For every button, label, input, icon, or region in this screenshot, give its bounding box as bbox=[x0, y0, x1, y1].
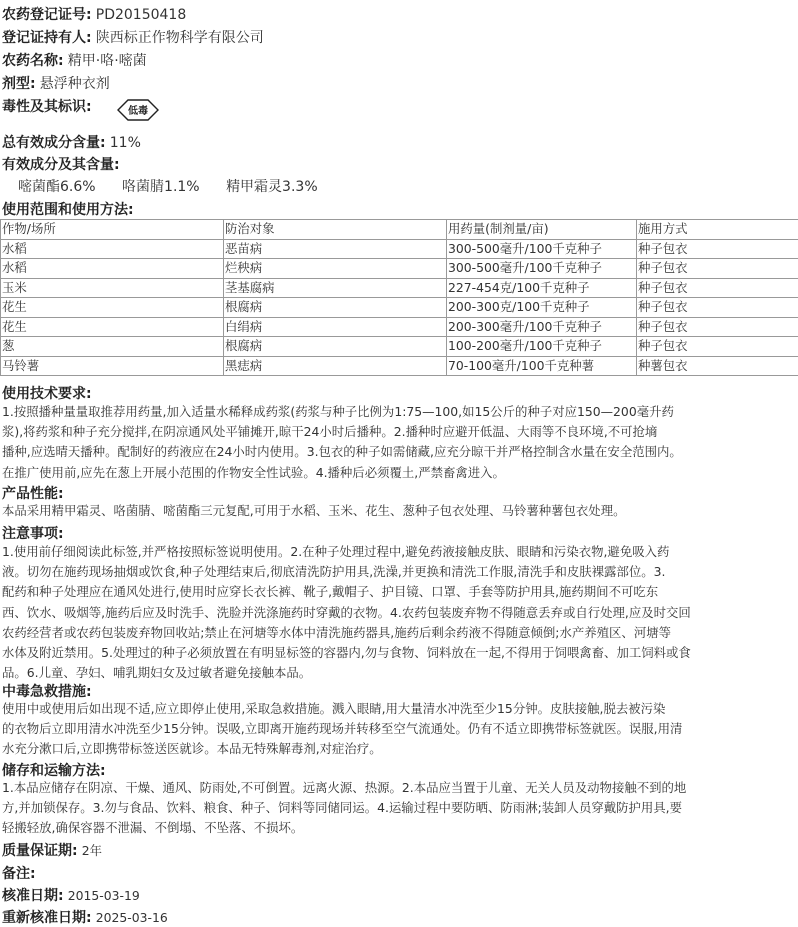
table-header-cell: 用药量(制剂量/亩) bbox=[447, 220, 637, 240]
table-header-cell: 防治对象 bbox=[224, 220, 447, 240]
ingredients-label: 有效成分及其含量: bbox=[2, 154, 120, 174]
table-cell: 种子包衣 bbox=[637, 259, 798, 279]
text-line: 在推广使用前,应先在葱上开展小范围的作物安全性试验。4.播种后必须覆土,严禁畜禽进入。 bbox=[2, 463, 796, 483]
reapproval-date-value: 2025-03-16 bbox=[96, 910, 168, 925]
table-row bbox=[1, 317, 798, 337]
usage-label: 使用范围和使用方法: bbox=[2, 199, 134, 219]
ingredient-item: 嘧菌酯6.6% bbox=[18, 179, 96, 195]
product-performance-label: 产品性能: bbox=[2, 483, 64, 503]
table-cell: 300-500毫升/100千克种子 bbox=[447, 259, 637, 279]
tech-requirements-text bbox=[2, 402, 796, 483]
approval-date-value: 2015-03-19 bbox=[68, 888, 140, 903]
text-line: 液。切勿在施药现场抽烟或饮食,种子处理结束后,彻底清洗防护用具,洗澡,并更换和清洗工作服,清洗手和皮肤裸露部位。3. bbox=[2, 562, 796, 582]
total-content-label: 总有效成分含量: bbox=[2, 135, 106, 151]
table-cell: 200-300克/100千克种子 bbox=[447, 298, 637, 318]
first-aid-text bbox=[2, 699, 796, 760]
table-cell: 300-500毫升/100千克种子 bbox=[447, 239, 637, 259]
text-line: 1.本品应储存在阴凉、干燥、通风、防雨处,不可倒置。远离火源、热源。2.本品应当置于儿童、无关人员及动物接触不到的地 bbox=[2, 778, 796, 798]
table-cell: 根腐病 bbox=[224, 337, 447, 357]
table-row bbox=[1, 356, 798, 376]
table-header-cell: 作物/场所 bbox=[1, 220, 224, 240]
total-content-row bbox=[2, 132, 141, 152]
table-row bbox=[1, 298, 798, 318]
table-cell: 种子包衣 bbox=[637, 317, 798, 337]
table-cell: 葱 bbox=[1, 337, 224, 357]
warranty-label: 质量保证期: bbox=[2, 843, 78, 859]
ingredient-item: 咯菌腈1.1% bbox=[122, 179, 200, 195]
warranty-row bbox=[2, 840, 102, 860]
text-line: 播种,应选晴天播种。配制好的药液应在24小时内使用。3.包衣的种子如需储藏,应充分晾干并严格控制含水量在安全范围内。 bbox=[2, 442, 796, 462]
table-cell: 种子包衣 bbox=[637, 337, 798, 357]
reapproval-date-row bbox=[2, 907, 168, 927]
holder-row bbox=[2, 27, 264, 47]
text-line: 浆),将药浆和种子充分搅拌,在阴凉通风处平铺摊开,晾干24小时后播种。2.播种时应避开低温、大雨等不良环境,不可抢墒 bbox=[2, 422, 796, 442]
toxicity-row bbox=[2, 96, 92, 116]
table-cell: 花生 bbox=[1, 317, 224, 337]
table-cell: 根腐病 bbox=[224, 298, 447, 318]
warranty-value: 2年 bbox=[82, 843, 102, 858]
pesticide-name-label: 农药名称: bbox=[2, 53, 64, 69]
ingredient-item: 精甲霜灵3.3% bbox=[226, 179, 318, 195]
text-line: 水体及附近禁用。5.处理过的种子必须放置在有明显标签的容器内,勿与食物、饲料放在一起,不得用于饲喂禽畜、加工饲料或食 bbox=[2, 643, 796, 663]
text-line: 方,并加锁保存。3.勿与食品、饮料、粮食、种子、饲料等同储同运。4.运输过程中要防晒、防雨淋;装卸人员穿戴防护用具,要 bbox=[2, 798, 796, 818]
holder-label: 登记证持有人: bbox=[2, 30, 92, 46]
text-line: 水充分漱口后,立即携带标签送医就诊。本品无特殊解毒剂,对症治疗。 bbox=[2, 739, 796, 759]
approval-date-row bbox=[2, 885, 140, 905]
total-content-value: 11% bbox=[110, 135, 141, 151]
registration-number-label: 农药登记证号: bbox=[2, 7, 92, 23]
usage-table bbox=[0, 219, 798, 376]
pesticide-name-value: 精甲·咯·嘧菌 bbox=[68, 53, 147, 69]
approval-date-label: 核准日期: bbox=[2, 888, 64, 904]
text-line: 本品采用精甲霜灵、咯菌腈、嘧菌酯三元复配,可用于水稻、玉米、花生、葱种子包衣处理、马铃薯种薯包衣处理。 bbox=[2, 501, 796, 521]
text-line: 西、饮水、吸烟等,施药后应及时洗手、洗脸并洗涤施药时穿戴的衣物。4.农药包装废弃物不得随意丢弃或自行处理,应及时交回 bbox=[2, 603, 796, 623]
toxicity-label: 毒性及其标识: bbox=[2, 99, 92, 115]
toxicity-badge-text: 低毒 bbox=[128, 104, 148, 117]
table-cell: 玉米 bbox=[1, 278, 224, 298]
storage-text bbox=[2, 778, 796, 839]
registration-number-value: PD20150418 bbox=[96, 7, 186, 23]
table-cell: 黑痣病 bbox=[224, 356, 447, 376]
text-line: 使用中或使用后如出现不适,应立即停止使用,采取急救措施。溅入眼睛,用大量清水冲洗至少15分钟。皮肤接触,脱去被污染 bbox=[2, 699, 796, 719]
table-cell: 茎基腐病 bbox=[224, 278, 447, 298]
table-cell: 种薯包衣 bbox=[637, 356, 798, 376]
text-line: 轻搬轻放,确保容器不泄漏、不倒塌、不坠落、不损坏。 bbox=[2, 818, 796, 838]
table-cell: 种子包衣 bbox=[637, 278, 798, 298]
product-performance-text bbox=[2, 501, 796, 521]
precautions-label: 注意事项: bbox=[2, 523, 64, 543]
table-cell: 白绢病 bbox=[224, 317, 447, 337]
remarks-row bbox=[2, 863, 36, 883]
table-cell: 水稻 bbox=[1, 259, 224, 279]
ingredients-list bbox=[18, 176, 340, 196]
table-cell: 100-200毫升/100千克种子 bbox=[447, 337, 637, 357]
table-cell: 烂秧病 bbox=[224, 259, 447, 279]
holder-value: 陕西标正作物科学有限公司 bbox=[96, 30, 264, 46]
table-cell: 马铃薯 bbox=[1, 356, 224, 376]
first-aid-label: 中毒急救措施: bbox=[2, 681, 92, 701]
table-cell: 227-454克/100千克种子 bbox=[447, 278, 637, 298]
text-line: 1.按照播种量量取推荐用药量,加入适量水稀释成药浆(药浆与种子比例为1:75—100,如15公斤的种子对应150—200毫升药 bbox=[2, 402, 796, 422]
remarks-label: 备注: bbox=[2, 866, 36, 882]
text-line: 配药和种子处理应在通风处进行,使用时应穿长衣长裤、靴子,戴帽子、护目镜、口罩、手套等防护用具,施药期间不可吃东 bbox=[2, 582, 796, 602]
formulation-row bbox=[2, 73, 110, 93]
table-cell: 水稻 bbox=[1, 239, 224, 259]
tech-requirements-label: 使用技术要求: bbox=[2, 383, 92, 403]
storage-label: 储存和运输方法: bbox=[2, 760, 106, 780]
table-cell: 恶苗病 bbox=[224, 239, 447, 259]
table-header-cell: 施用方式 bbox=[637, 220, 798, 240]
precautions-text bbox=[2, 542, 796, 683]
pesticide-name-row bbox=[2, 50, 147, 70]
table-header-row bbox=[1, 220, 798, 240]
table-row bbox=[1, 259, 798, 279]
table-cell: 种子包衣 bbox=[637, 239, 798, 259]
reapproval-date-label: 重新核准日期: bbox=[2, 910, 92, 926]
table-row bbox=[1, 239, 798, 259]
registration-number-row bbox=[2, 4, 186, 24]
text-line: 农药经营者或农药包装废弃物回收站;禁止在河塘等水体中清洗施药器具,施药后剩余药液不得随意倾倒;水产养殖区、河塘等 bbox=[2, 623, 796, 643]
table-cell: 70-100毫升/100千克种薯 bbox=[447, 356, 637, 376]
table-row bbox=[1, 337, 798, 357]
formulation-value: 悬浮种衣剂 bbox=[40, 76, 110, 92]
low-toxicity-diamond-icon bbox=[116, 98, 160, 122]
table-cell: 花生 bbox=[1, 298, 224, 318]
text-line: 的衣物后立即用清水冲洗至少15分钟。误吸,立即离开施药现场并转移至空气流通处。仍有不适立即携带标签就医。误服,用清 bbox=[2, 719, 796, 739]
text-line: 1.使用前仔细阅读此标签,并严格按照标签说明使用。2.在种子处理过程中,避免药液接触皮肤、眼睛和污染衣物,避免吸入药 bbox=[2, 542, 796, 562]
table-cell: 200-300毫升/100千克种子 bbox=[447, 317, 637, 337]
table-cell: 种子包衣 bbox=[637, 298, 798, 318]
table-row bbox=[1, 278, 798, 298]
formulation-label: 剂型: bbox=[2, 76, 36, 92]
text-line: 品。6.儿童、孕妇、哺乳期妇女及过敏者避免接触本品。 bbox=[2, 663, 796, 683]
